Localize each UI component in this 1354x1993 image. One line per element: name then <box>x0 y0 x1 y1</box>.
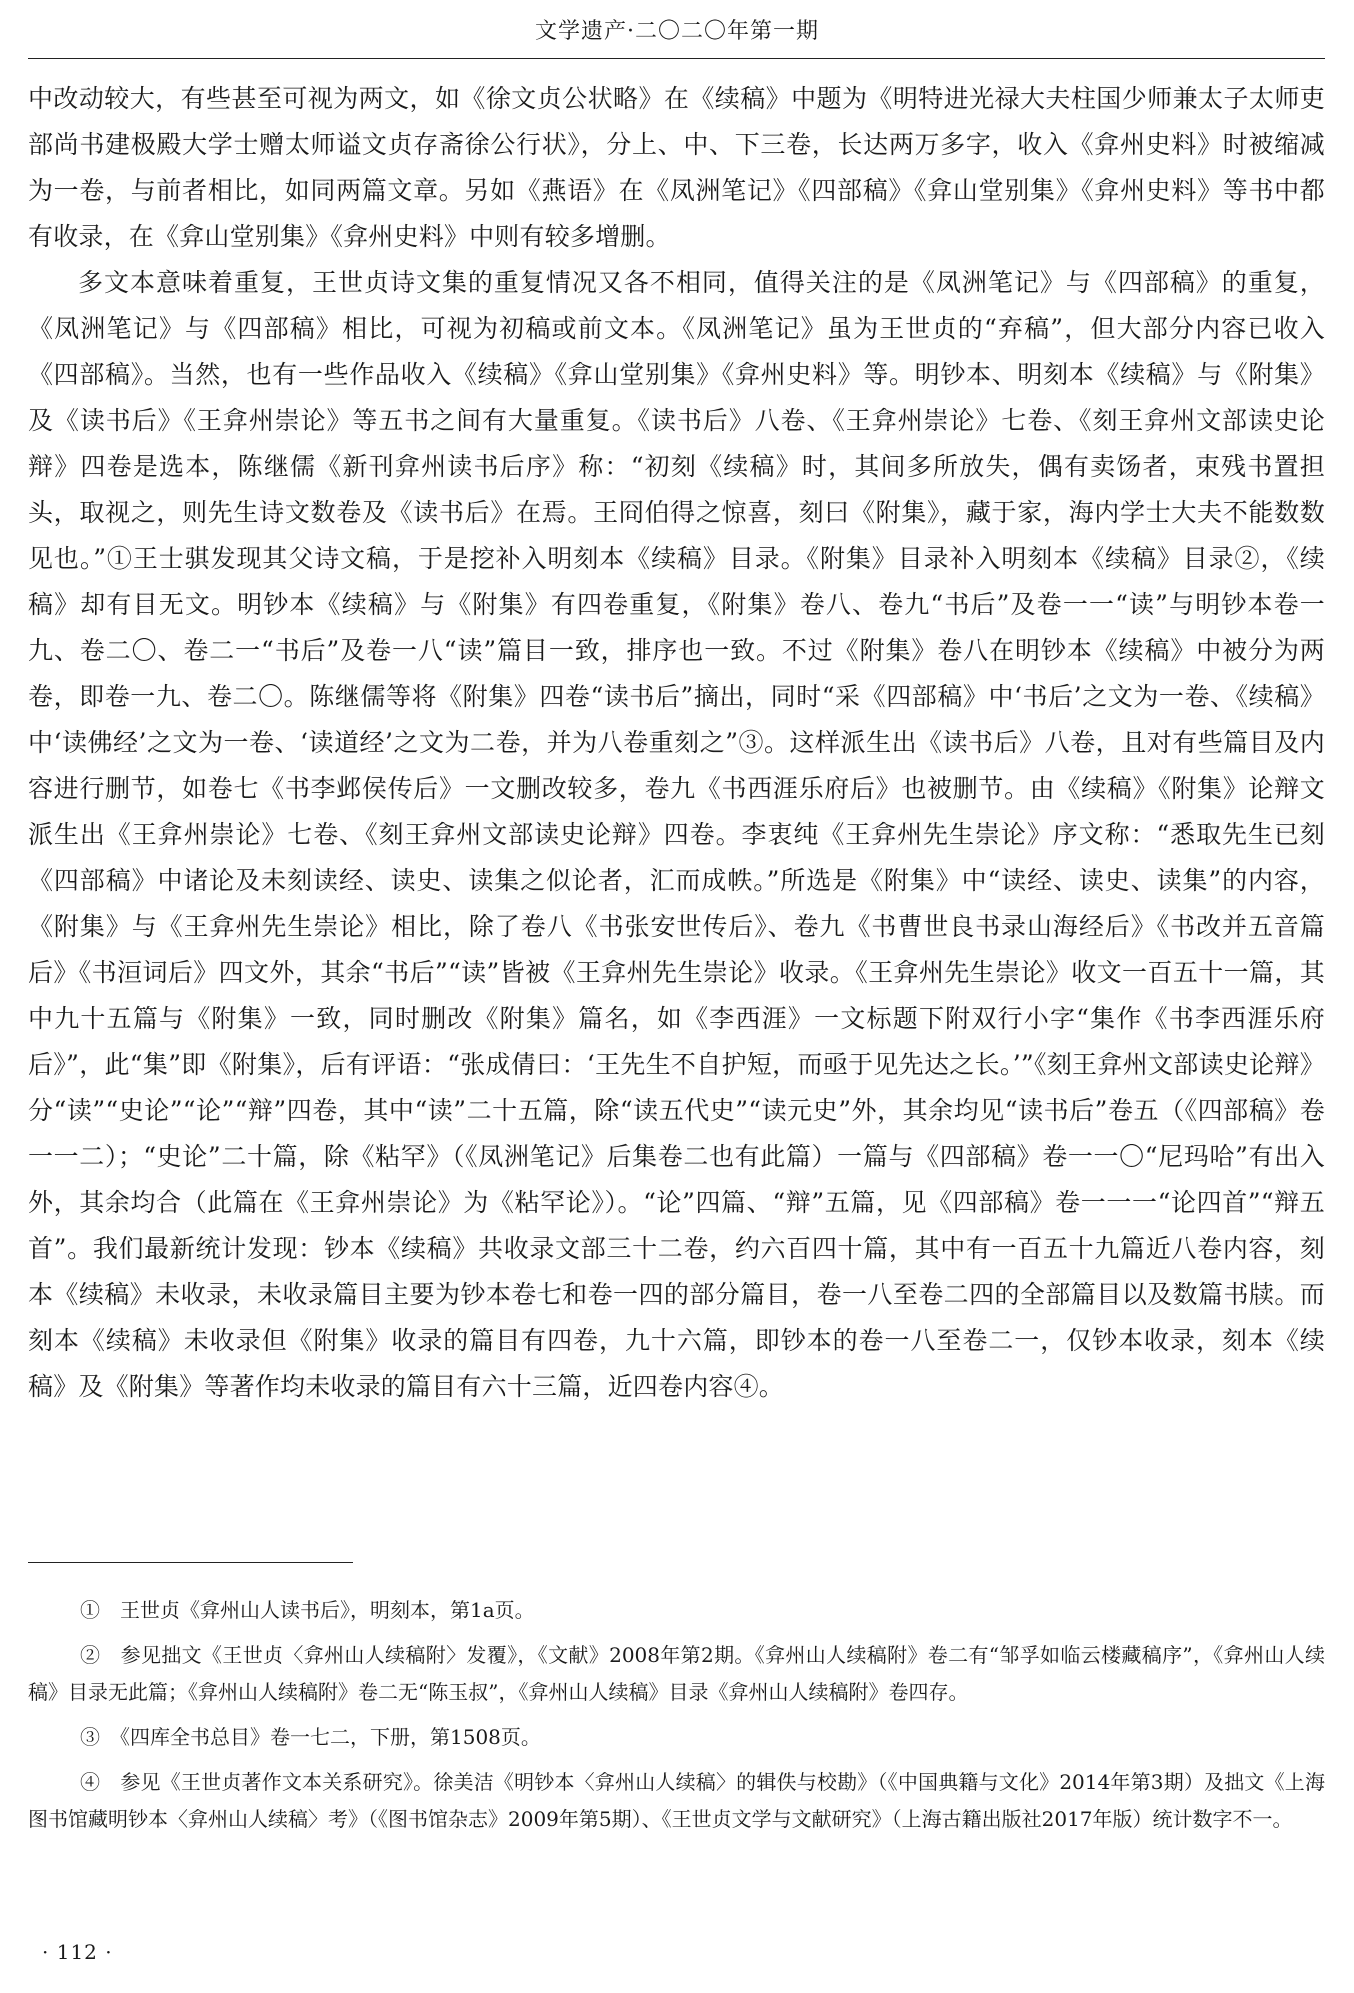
footnote-3: ③ 《四库全书总目》卷一七二，下册，第1508页。 <box>80 1725 541 1749</box>
body-text <box>28 76 1325 1410</box>
body-paragraph: 中改动较大，有些甚至可视为两文，如《徐文贞公状略》在《续稿》中题为《明特进光禄大夫柱国少师兼太子太师吏部尚书建极殿大学士赠太师谥文贞存斋徐公行状》，分上、中、下三卷，长达两万多字，收入《弇州史料》时被缩减为一卷，与前者相比，如同两篇文章。另如《燕语》在《凤洲笔记》《四部稿》《弇山堂别集》《弇州史料》等书中都有收录，在《弇山堂别集》《弇州史料》中则有较多增删。 <box>28 84 1325 251</box>
footnote-4: ④ 参见《王世贞著作文本关系研究》。徐美洁《明钞本〈弇州山人续稿〉的辑佚与校勘》（《中国典籍与文化》2014年第3期）及拙文《上海图书馆藏明钞本〈弇州山人续稿〉考》（《图书馆杂志》2009年第5期）、《王世贞文学与文献研究》（上海古籍出版社2017年版）统计数字不一。 <box>28 1770 1325 1831</box>
page-number: · 112 · <box>42 1940 113 1964</box>
footnote-1: ① 王世贞《弇州山人读书后》，明刻本，第1a页。 <box>80 1598 535 1622</box>
running-header: 文学遗产·二〇二〇年第一期 <box>535 19 819 44</box>
footnotes <box>28 1592 1325 1846</box>
footnote-2: ② 参见拙文《王世贞〈弇州山人续稿附〉发覆》，《文献》2008年第2期。《弇州山人续稿附》卷二有“邹孚如临云楼藏稿序”，《弇州山人续稿》目录无此篇；《弇州山人续稿附》卷二无“陈玉叔”，《弇州山人续稿》目录《弇州山人续稿附》卷四存。 <box>28 1643 1325 1704</box>
footnote-divider <box>28 1562 353 1563</box>
body-paragraph: 多文本意味着重复，王世贞诗文集的重复情况又各不相同，值得关注的是《凤洲笔记》与《四部稿》的重复，《凤洲笔记》与《四部稿》相比，可视为初稿或前文本。《凤洲笔记》虽为王世贞的“弃稿”，但大部分内容已收入《四部稿》。当然，也有一些作品收入《续稿》《弇山堂别集》《弇州史料》等。明钞本、明刻本《续稿》与《附集》及《读书后》《王弇州崇论》等五书之间有大量重复。《读书后》八卷、《王弇州崇论》七卷、《刻王弇州文部读史论辩》四卷是选本，陈继儒《新刊弇州读书后序》称：“初刻《续稿》时，其间多所放失，偶有卖饧者，束残书置担头，取视之，则先生诗文数卷及《读书后》在焉。王冏伯得之惊喜，刻曰《附集》，藏于家，海内学士大夫不能数数见也。”①王士骐发现其父诗文稿，于是挖补入明刻本《续稿》目录。《附集》目录补入明刻本《续稿》目录②，《续稿》却有目无文。明钞本《续稿》与《附集》有四卷重复，《附集》卷八、卷九“书后”及卷一一“读”与明钞本卷一九、卷二〇、卷二一“书后”及卷一八“读”篇目一致，排序也一致。不过《附集》卷八在明钞本《续稿》中被分为两卷，即卷一九、卷二〇。陈继儒等将《附集》四卷“读书后”摘出，同时“采《四部稿》中‘书后’之文为一卷、《续稿》中‘读佛经’之文为一卷、‘读道经’之文为二卷，并为八卷重刻之”③。这样派生出《读书后》八卷，且对有些篇目及内容进行删节，如卷七《书李邺侯传后》一文删改较多，卷九《书西涯乐府后》也被删节。由《续稿》《附集》论辩文派生出《王弇州崇论》七卷、《刻王弇州文部读史论辩》四卷。李衷纯《王弇州先生崇论》序文称：“悉取先生已刻《四部稿》中诸论及未刻读经、读史、读集之似论者，汇而成帙。”所选是《附集》中“读经、读史、读集”的内容，《附集》与《王弇州先生崇论》相比，除了卷八《书张安世传后》、卷九《书曹世良书录山海经后》《书改并五音篇后》《书洹词后》四文外，其余“书后”“读”皆被《王弇州先生崇论》收录。《王弇州先生崇论》收文一百五十一篇，其中九十五篇与《附集》一致，同时删改《附集》篇名，如《李西涯》一文标题下附双行小字“集作《书李西涯乐府后》”，此“集”即《附集》，后有评语：“张成倩曰：‘王先生不自护短，而亟于见先达之长。’”《刻王弇州文部读史论辩》分“读”“史论”“论”“辩”四卷，其中“读”二十五篇，除“读五代史”“读元史”外，其余均见“读书后”卷五（《四部稿》卷一一二）；“史论”二十篇，除《粘罕》（《凤洲笔记》后集卷二也有此篇）一篇与《四部稿》卷一一〇“尼玛哈”有出入外，其余均合（此篇在《王弇州崇论》为《粘罕论》）。“论”四篇、“辩”五篇，见《四部稿》卷一一一“论四首”“辩五首”。我们最新统计发现：钞本《续稿》共收录文部三十二卷，约六百四十篇，其中有一百五十九篇近八卷内容，刻本《续稿》未收录，未收录篇目主要为钞本卷七和卷一四的部分篇目，卷一八至卷二四的全部篇目以及数篇书牍。而刻本《续稿》未收录但《附集》收录的篇目有四卷，九十六篇，即钞本的卷一八至卷二一，仅钞本收录，刻本《续稿》及《附集》等著作均未收录的篇目有六十三篇，近四卷内容④。 <box>28 268 1325 1401</box>
header-divider <box>28 58 1325 59</box>
